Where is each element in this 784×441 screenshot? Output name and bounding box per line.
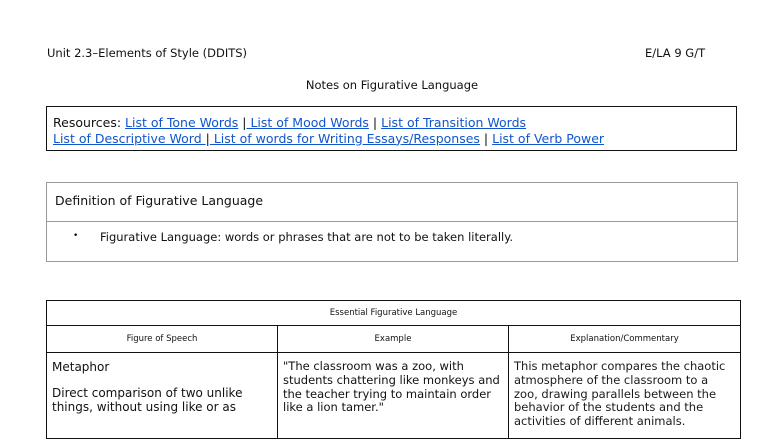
example-cell: "The classroom was a zoo, with students chattering like monkeys and the teacher trying to maintain order like a lion tamer." [278,353,509,439]
separator: | [205,130,210,146]
column-header-example: Example [278,326,509,353]
figure-description: Direct comparison of two unlike things, without using like or as [52,386,243,414]
figurative-language-table [46,300,741,439]
figure-name: Metaphor [52,360,110,374]
link-mood-words[interactable]: List of Mood Words [246,115,369,130]
link-writing-essays-words[interactable]: List of words for Writing Essays/Responses [209,130,480,146]
resources-line-2 [53,131,730,147]
column-header-figure: Figure of Speech [47,326,278,353]
column-header-explanation: Explanation/Commentary [509,326,741,353]
page-title: Notes on Figurative Language [305,78,479,92]
definition-heading: Definition of Figurative Language [47,183,737,222]
definition-box [46,182,738,262]
link-descriptive-word[interactable]: List of Descriptive Word [53,130,206,146]
unit-title: Unit 2.3–Elements of Style (DDITS) [47,46,248,60]
link-verb-power[interactable]: List of Verb Power [492,130,605,146]
link-transition-words[interactable]: List of Transition Words [381,115,527,130]
resources-label: Resources: [53,115,122,130]
table-caption: Essential Figurative Language [47,301,741,326]
definition-text: Figurative Language: words or phrases that are not to be taken literally. [100,230,514,244]
resources-box [46,106,737,151]
figure-cell [47,353,278,439]
separator: | [242,115,247,130]
separator: | [483,130,489,146]
explanation-cell: This metaphor compares the chaotic atmosphere of the classroom to a zoo, drawing parallels between the behavior of the students and the activities of different animals. [509,353,741,439]
separator: | [372,115,378,130]
table-row [47,353,741,439]
definition-body [47,222,737,244]
course-name: E/LA 9 G/T [645,46,706,60]
link-tone-words[interactable]: List of Tone Words [125,115,239,130]
bullet-icon: • [73,231,79,241]
resources-line-1 [53,115,730,131]
